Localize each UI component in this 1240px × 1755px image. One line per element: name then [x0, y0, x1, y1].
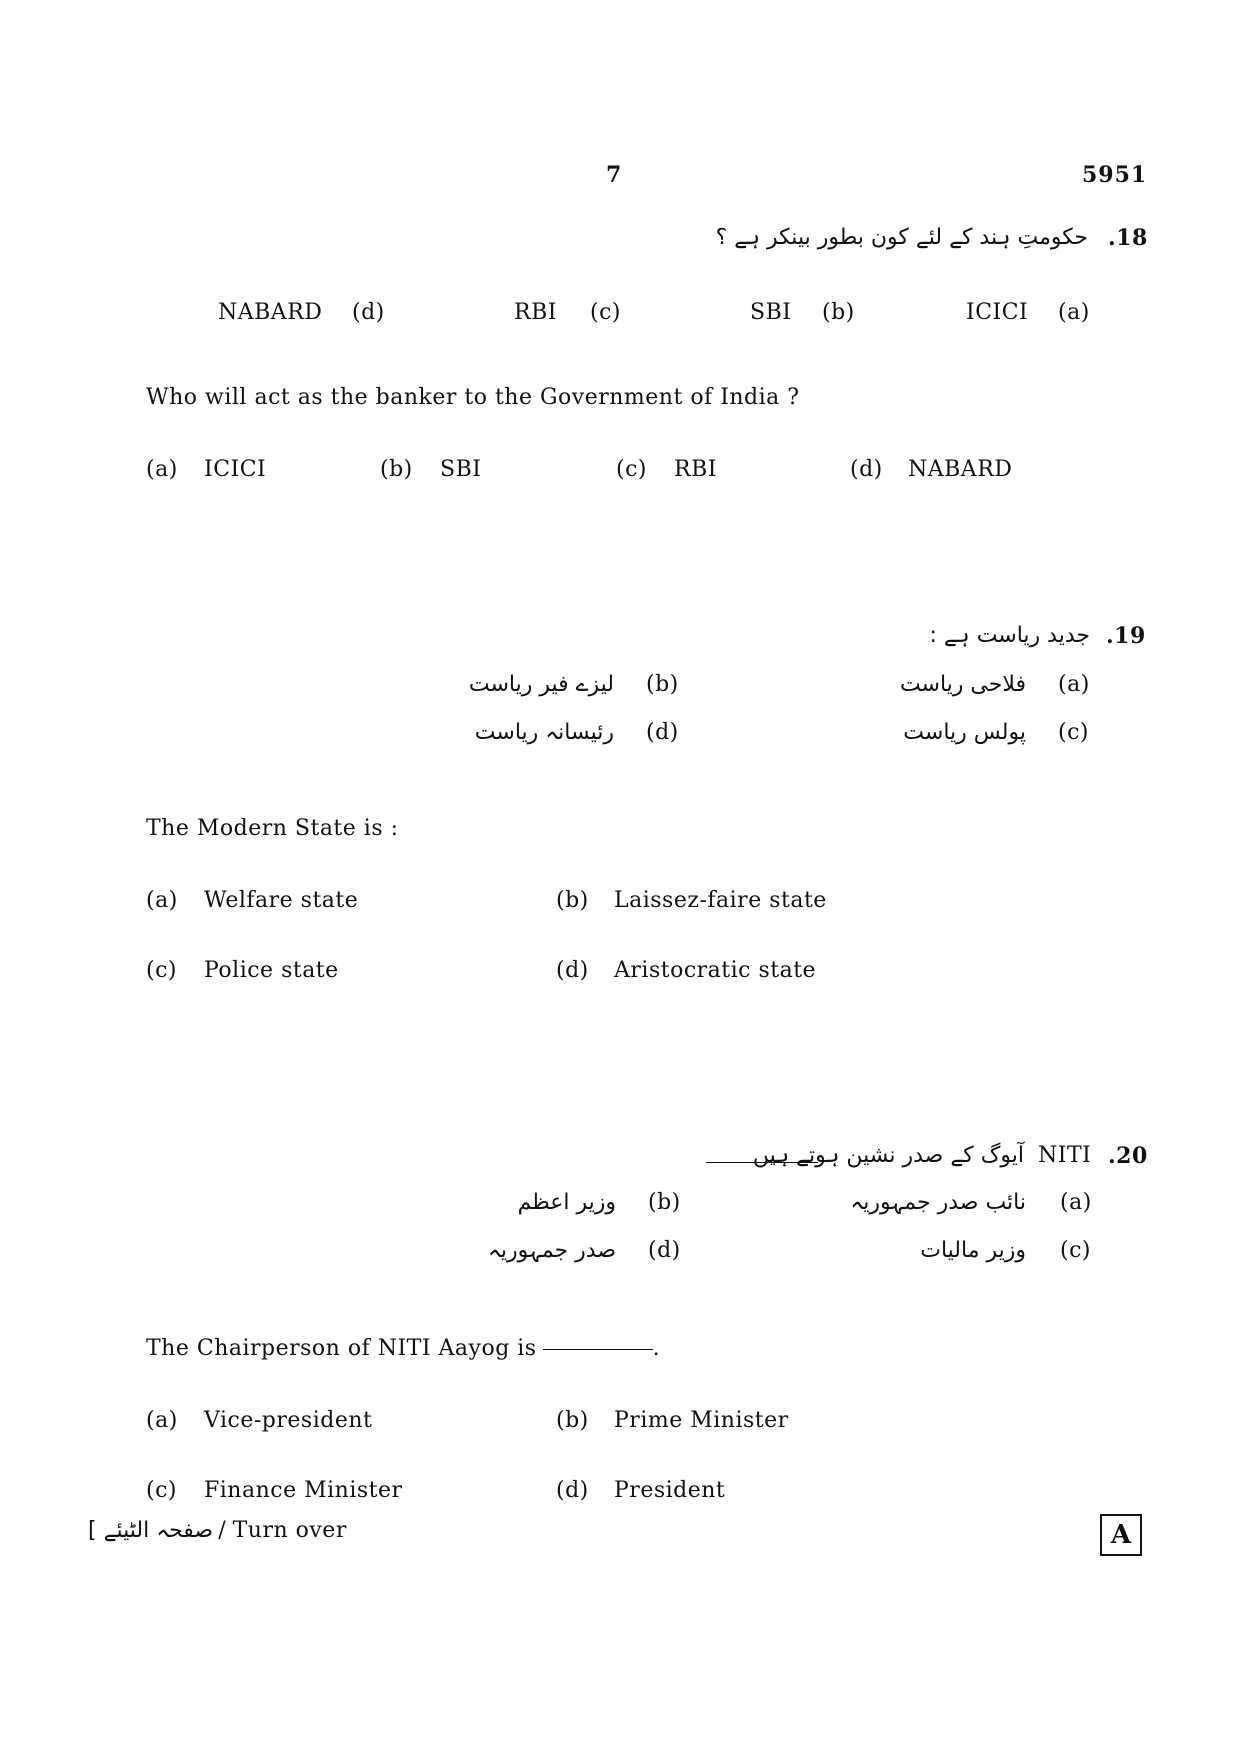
q18-urdu-question: حکومتِ ہند کے لئے کون بطور بینکر ہے ؟ — [715, 225, 1088, 250]
q19-urdu-opt-c-label: (c) — [1058, 720, 1089, 745]
q19-en-opt-d-label: (d) — [556, 958, 589, 983]
q19-en-question: The Modern State is : — [146, 816, 399, 841]
q19-urdu-opt-d: رئیسانہ ریاست — [474, 720, 614, 745]
q19-en-opt-d: Aristocratic state — [614, 958, 817, 983]
q20-en-blank — [543, 1348, 653, 1350]
q18-en-question: Who will act as the banker to the Government of India ? — [146, 385, 800, 410]
q19-urdu-opt-b-label: (b) — [646, 672, 679, 697]
q18-en-opt-b-label: (b) — [380, 457, 413, 482]
q20-en-opt-b-label: (b) — [556, 1408, 589, 1433]
q18-en-opt-d: NABARD — [908, 457, 1013, 482]
q20-en-opt-c-label: (c) — [146, 1478, 177, 1503]
q20-urdu-opt-d-label: (d) — [648, 1238, 681, 1263]
turn-over-text: / Turn over — [218, 1518, 347, 1543]
q18-en-opt-c-label: (c) — [616, 457, 647, 482]
q19-urdu-opt-a-label: (a) — [1058, 672, 1090, 697]
q19-urdu-opt-c: پولس ریاست — [903, 720, 1026, 745]
q20-urdu-opt-a: نائب صدر جمہوریہ — [850, 1190, 1026, 1215]
q18-urdu-opt-b: SBI — [750, 300, 792, 325]
q20-en-opt-d-label: (d) — [556, 1478, 589, 1503]
q20-urdu-opt-c: وزیر مالیات — [920, 1238, 1026, 1263]
q19-en-opt-c-label: (c) — [146, 958, 177, 983]
q20-urdu-opt-b: وزیر اعظم — [517, 1190, 616, 1215]
q19-urdu-opt-b: لیزے فیر ریاست — [468, 672, 614, 697]
q18-en-opt-c: RBI — [674, 457, 717, 482]
q20-urdu-opt-b-label: (b) — [648, 1190, 681, 1215]
q20-urdu-niti: NITI — [1038, 1143, 1092, 1168]
q19-en-opt-c: Police state — [204, 958, 339, 983]
q19-en-opt-b: Laissez-faire state — [614, 888, 827, 913]
q18-urdu-opt-d: NABARD — [218, 300, 323, 325]
q19-en-opt-a-label: (a) — [146, 888, 178, 913]
q20-urdu-opt-d: صدر جمہوریہ — [487, 1238, 616, 1263]
q18-en-opt-a: ICICI — [204, 457, 267, 482]
paper-code: 5951 — [1082, 162, 1148, 188]
q20-en-opt-b: Prime Minister — [614, 1408, 789, 1433]
q19-urdu-question: جدید ریاست ہے : — [929, 623, 1090, 648]
turn-over — [88, 1518, 347, 1543]
q18-number: .18 — [1108, 225, 1148, 251]
q20-en-opt-a: Vice-president — [204, 1408, 373, 1433]
q19-en-opt-a: Welfare state — [204, 888, 359, 913]
q20-urdu-blank — [706, 1152, 818, 1163]
q18-urdu-opt-c: RBI — [514, 300, 557, 325]
q20-en-opt-a-label: (a) — [146, 1408, 178, 1433]
q18-urdu-opt-c-label: (c) — [590, 300, 621, 325]
q18-urdu-opt-d-label: (d) — [352, 300, 385, 325]
q19-number: .19 — [1106, 623, 1146, 649]
q18-urdu-opt-a-label: (a) — [1058, 300, 1090, 325]
set-letter-box: A — [1100, 1514, 1142, 1556]
q20-number: .20 — [1108, 1143, 1148, 1169]
q20-urdu-opt-a-label: (a) — [1060, 1190, 1092, 1215]
q19-urdu-opt-d-label: (d) — [646, 720, 679, 745]
q20-en-question-end: . — [652, 1336, 661, 1361]
page-number: 7 — [606, 162, 622, 188]
q18-en-opt-d-label: (d) — [850, 457, 883, 482]
turn-over-urdu: [ صفحہ الٹیئے — [88, 1518, 214, 1543]
q20-en-opt-d: President — [614, 1478, 726, 1503]
q20-en-question-text: The Chairperson of NITI Aayog is — [146, 1336, 537, 1361]
q20-urdu-question: آیوگ کے صدر نشین ہوتے ہیں — [752, 1143, 1024, 1168]
q18-en-opt-b: SBI — [440, 457, 482, 482]
q18-urdu-opt-b-label: (b) — [822, 300, 855, 325]
q19-en-opt-b-label: (b) — [556, 888, 589, 913]
q20-urdu-opt-c-label: (c) — [1060, 1238, 1091, 1263]
q19-urdu-opt-a: فلاحی ریاست — [899, 672, 1026, 697]
q20-en-question — [146, 1336, 660, 1361]
q20-en-opt-c: Finance Minister — [204, 1478, 403, 1503]
q18-urdu-opt-a: ICICI — [966, 300, 1029, 325]
q18-en-opt-a-label: (a) — [146, 457, 178, 482]
